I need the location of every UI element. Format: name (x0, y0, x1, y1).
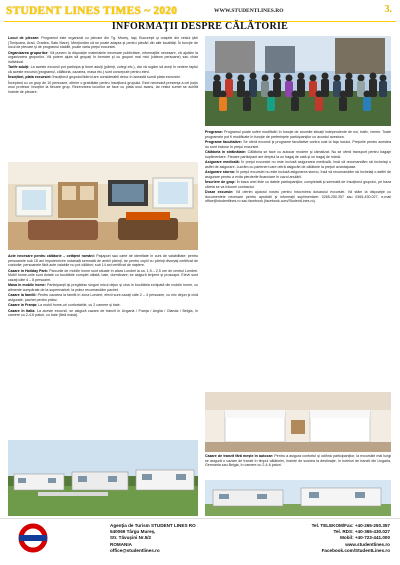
paragraph-text: Vă punem la dispoziţie materialele necesare publicitare, informaţiile necesare, vă ajutăm la organizarea grupurilor. Vă putem ajuta să grupaţi în formare şi cu grupuri mai mici (câteva persoane) sau chiar individual. (8, 50, 198, 65)
left-column-text (8, 36, 198, 158)
paragraph-label: Cazare în Franţa: (8, 303, 39, 308)
paragraph-label: Călătoria în străinătate: (205, 150, 248, 154)
mobile-homes-photo (205, 480, 391, 516)
masthead: STUDENT LINES TIMES ~ 2020 (6, 5, 178, 17)
paragraph-text: Călătoria se face cu autocar modern şi climatizat. Nu se oferă transport pentru bagaje suplimentare. Fiecare participant are dreptul la un bagaj de cală şi un bagaj de mână. (205, 150, 391, 159)
page-header (4, 3, 396, 22)
paragraph (8, 254, 198, 268)
paragraph-text: Pentru a asigura confortul şi odihna participanţilor, la excursiile mai lungi se asigură o cazare de tranzit în timpul călătoriei, înainte de sosirea la destinaţie, în hoteluri de tranzit din Ungaria, Germania sau Belgia, în camere cu 2-4-6 paturi. (205, 454, 391, 468)
holiday-park-photo (8, 440, 198, 516)
paragraph (205, 170, 391, 179)
paragraph-text: Însoţitorul grupului/liderul are considerabil deloc în această sumă plata excursiei. (52, 75, 181, 80)
paragraph-text: La mobil home-uri confortabile, cu 2 camere şi baie. (38, 303, 121, 308)
page-number: 3. (384, 4, 392, 15)
paragraph-label: Însoţitori, plata excursiei: (8, 75, 53, 80)
paragraph-label: Locul de plecare: (8, 36, 42, 40)
paragraph-label: Organizarea grupurilor: (8, 50, 50, 55)
footer-website[interactable]: www.studentlines.ro (345, 541, 390, 547)
right-column-text (205, 130, 391, 388)
footer-email[interactable]: office@studentlines.ro (110, 547, 160, 553)
paragraph (8, 269, 198, 283)
paragraph (205, 140, 391, 149)
paragraph-label: Dosar excursie: (205, 190, 236, 194)
paragraph-label: Programe: (205, 130, 225, 134)
footer-phone-telekom: Tel. TELEKOM/Fax: +40-265-250.357 (311, 523, 390, 528)
footer-phone-rds: Tel. RDS: +40-365-430.027 (333, 529, 390, 535)
paragraph-text: Programul poate suferi modificări în funcţie de anumite situaţii independente de noi, trafic, vreme. Toate programele pot fi modificate în funcţie de preferinţele participanţilor cu acordul acestora. (205, 130, 391, 139)
paragraph (8, 65, 198, 74)
footer-agency: Agenţia de Turism STUDENT LINES RO (110, 523, 196, 528)
paragraph-text: Programul este organizat cu plecare din Tg. Mureş, Iaşi, Bucureşti şi oraşele din vestul ţării (Timişoara, Arad, Oradea, Satu Mare). Menţionăm că se poate adapta şi pentru plecări din alte localităţi. În funcţie de locul de plecare şi de programul stabilit, poate varia preţul excursiei. (8, 36, 198, 50)
mobile-home-interior-photo (8, 162, 198, 250)
footer-contact (312, 523, 390, 554)
paragraph-label: Tarife adulţi: (8, 65, 31, 70)
paragraph-text: În preţul excursiei nu este inclusă asigurarea storno, însă vă recomandăm să încheiaţi o astfel de asigurare pentru a evita pierderile financiare în cazul anulării. (205, 170, 391, 179)
paragraph-label: Programe facultative: (205, 140, 244, 144)
paragraph-label: Acte necesare pentru călătorie – cetăţeni români: (8, 254, 97, 258)
paragraph-text: Parcurile de mobile home sunt situate în afara Londrei la ca. 1,5 – 2,5 ore de centrul Londrei. Mobil home-urile sunt dotate cu bucătărie complet utilată, baie, dormitoare; se asigură lenjerie şi prosoape. Elevii sunt cazaţi câte 4 – 8 persoane. (8, 268, 198, 283)
paragraph (205, 130, 391, 139)
left-column-text-2 (8, 254, 198, 438)
footer-facebook[interactable]: Facebook.com/StudentLines.ro (321, 547, 390, 553)
paragraph-text: Paşaport sau carte de identitate în curs de valabilitate; pentru persoanele sub 18 ani împuternicire notarială semnată de ambii părinţi, iar pentru copiii cu părinţi divorţaţi certificat de custodie; persoanele fără acte valabile nu pot călători; sub 14 ani certificat de naştere. (8, 254, 198, 268)
paragraph (205, 160, 391, 169)
paragraph (205, 150, 391, 159)
paragraph-label: Înscriere de grup: (205, 180, 237, 184)
footer-country: ROMANIA (110, 541, 132, 547)
paragraph (8, 303, 198, 308)
paragraph-label: Asigurare storno: (205, 170, 237, 174)
footer-city: 540069 Târgu Mureş, (110, 529, 156, 535)
paragraph-label: Cazare de tranzit fără mește în autocar: (205, 454, 275, 458)
paragraph-label: Cazare în Holiday Park: (8, 268, 50, 273)
page-title: INFORMAŢII DESPRE CĂLĂTORIE (111, 21, 289, 32)
paragraph (8, 309, 198, 318)
right-column-text-2 (205, 454, 391, 478)
paragraph (8, 81, 198, 95)
paragraph-text: În baza unei liste cu datele participanţilor, completată şi semnată de însoţitorul grupului, pe baza căreia se va întocmi contractul. (205, 180, 391, 189)
paragraph-text: Vă oferim ajutorul nostru pentru întocmirea dosarului excursiei. Vă stăm la dispoziţie cu documentele necesare pentru aprobări şi informaţii suplimentare: 0265-250.357 sau 0365-430.027, e-mail office@studentlines.ro sau facebook (facebook.com/StudentLines.ro). (205, 190, 391, 204)
header-website: WWW.STUDENTLINES.RO (214, 8, 284, 14)
paragraph-label: Masa în mobile home: (8, 283, 47, 288)
paragraph-text: Se oferă excursii şi programe facultative contra cost la faţa locului. Preţurile pentru acestea nu sunt incluse în preţul excursiei. (205, 140, 391, 149)
paragraph-label: Cazare în Italia: (8, 308, 37, 313)
paragraph-text: La aceste excursii pot participa şi tineri adulţi (părinţi, colegi etc.), dar vă rugăm să aveţi în vedere faptul că aceste excursii (programul, călătoria, cazarea, masa etc.) sunt concepute pentru elevi. (8, 65, 198, 75)
paragraph (205, 190, 391, 204)
paragraph-label: Asigurare medicală: (205, 160, 242, 164)
paragraph-text: Pentru cazarea la familii în zona Londrei, elevii sunt cazaţi câte 2 – 4 persoane, cu mic dejun şi cină asigurate, pachet pentru prânz. (8, 293, 198, 303)
paragraph (8, 283, 198, 292)
paragraph-text: La aceste excursii, se asigură cazare de tranzit în Ungaria / Franţa / Anglia / Olanda / Belgia, în camere cu 2-4-6 paturi, cu baie (fără masă). (8, 308, 198, 318)
paragraph (205, 180, 391, 189)
paragraph-label: Cazare la familii: (8, 293, 38, 298)
paragraph (8, 293, 198, 302)
footer-address (110, 523, 196, 554)
paragraph-text: Participanţii îşi pregătesc singuri micul dejun şi cina în bucătăria echipată din mobile home, cu alimente cumpărate de la supermarket; la prânz recomandăm pachet. (8, 283, 198, 293)
paragraph (8, 75, 198, 80)
footer-street: Str. Tăvuşini Nr.5/2 (110, 535, 152, 541)
paragraph-text: În preţul excursiei nu este inclusă asigurarea medicală, însă vă recomandăm să încheiaţi o astfel de asigurare. Lucrăm cu parteneri care oferă asigurări de călătorie la preţuri avantajoase. (205, 160, 391, 169)
footer-mobile: Mobil: +40-723-441.000 (340, 535, 390, 541)
underground-roundel-logo (18, 523, 48, 553)
paragraph (205, 454, 391, 468)
group-photo (205, 36, 391, 126)
paragraph (8, 51, 198, 65)
bedroom-photo (205, 392, 391, 452)
paragraph (8, 36, 198, 50)
paragraph-text: Începând cu un grup de 10 persoane, oferim o gratuitate pentru însoţitorul grupului. Este necesară prezenţa a cel puţin unui profesor însoţitor la fiecare grup. Rezervarea locurilor se face cu plata unui avans, iar restul sumei se achită înainte de plecare. (8, 80, 198, 95)
